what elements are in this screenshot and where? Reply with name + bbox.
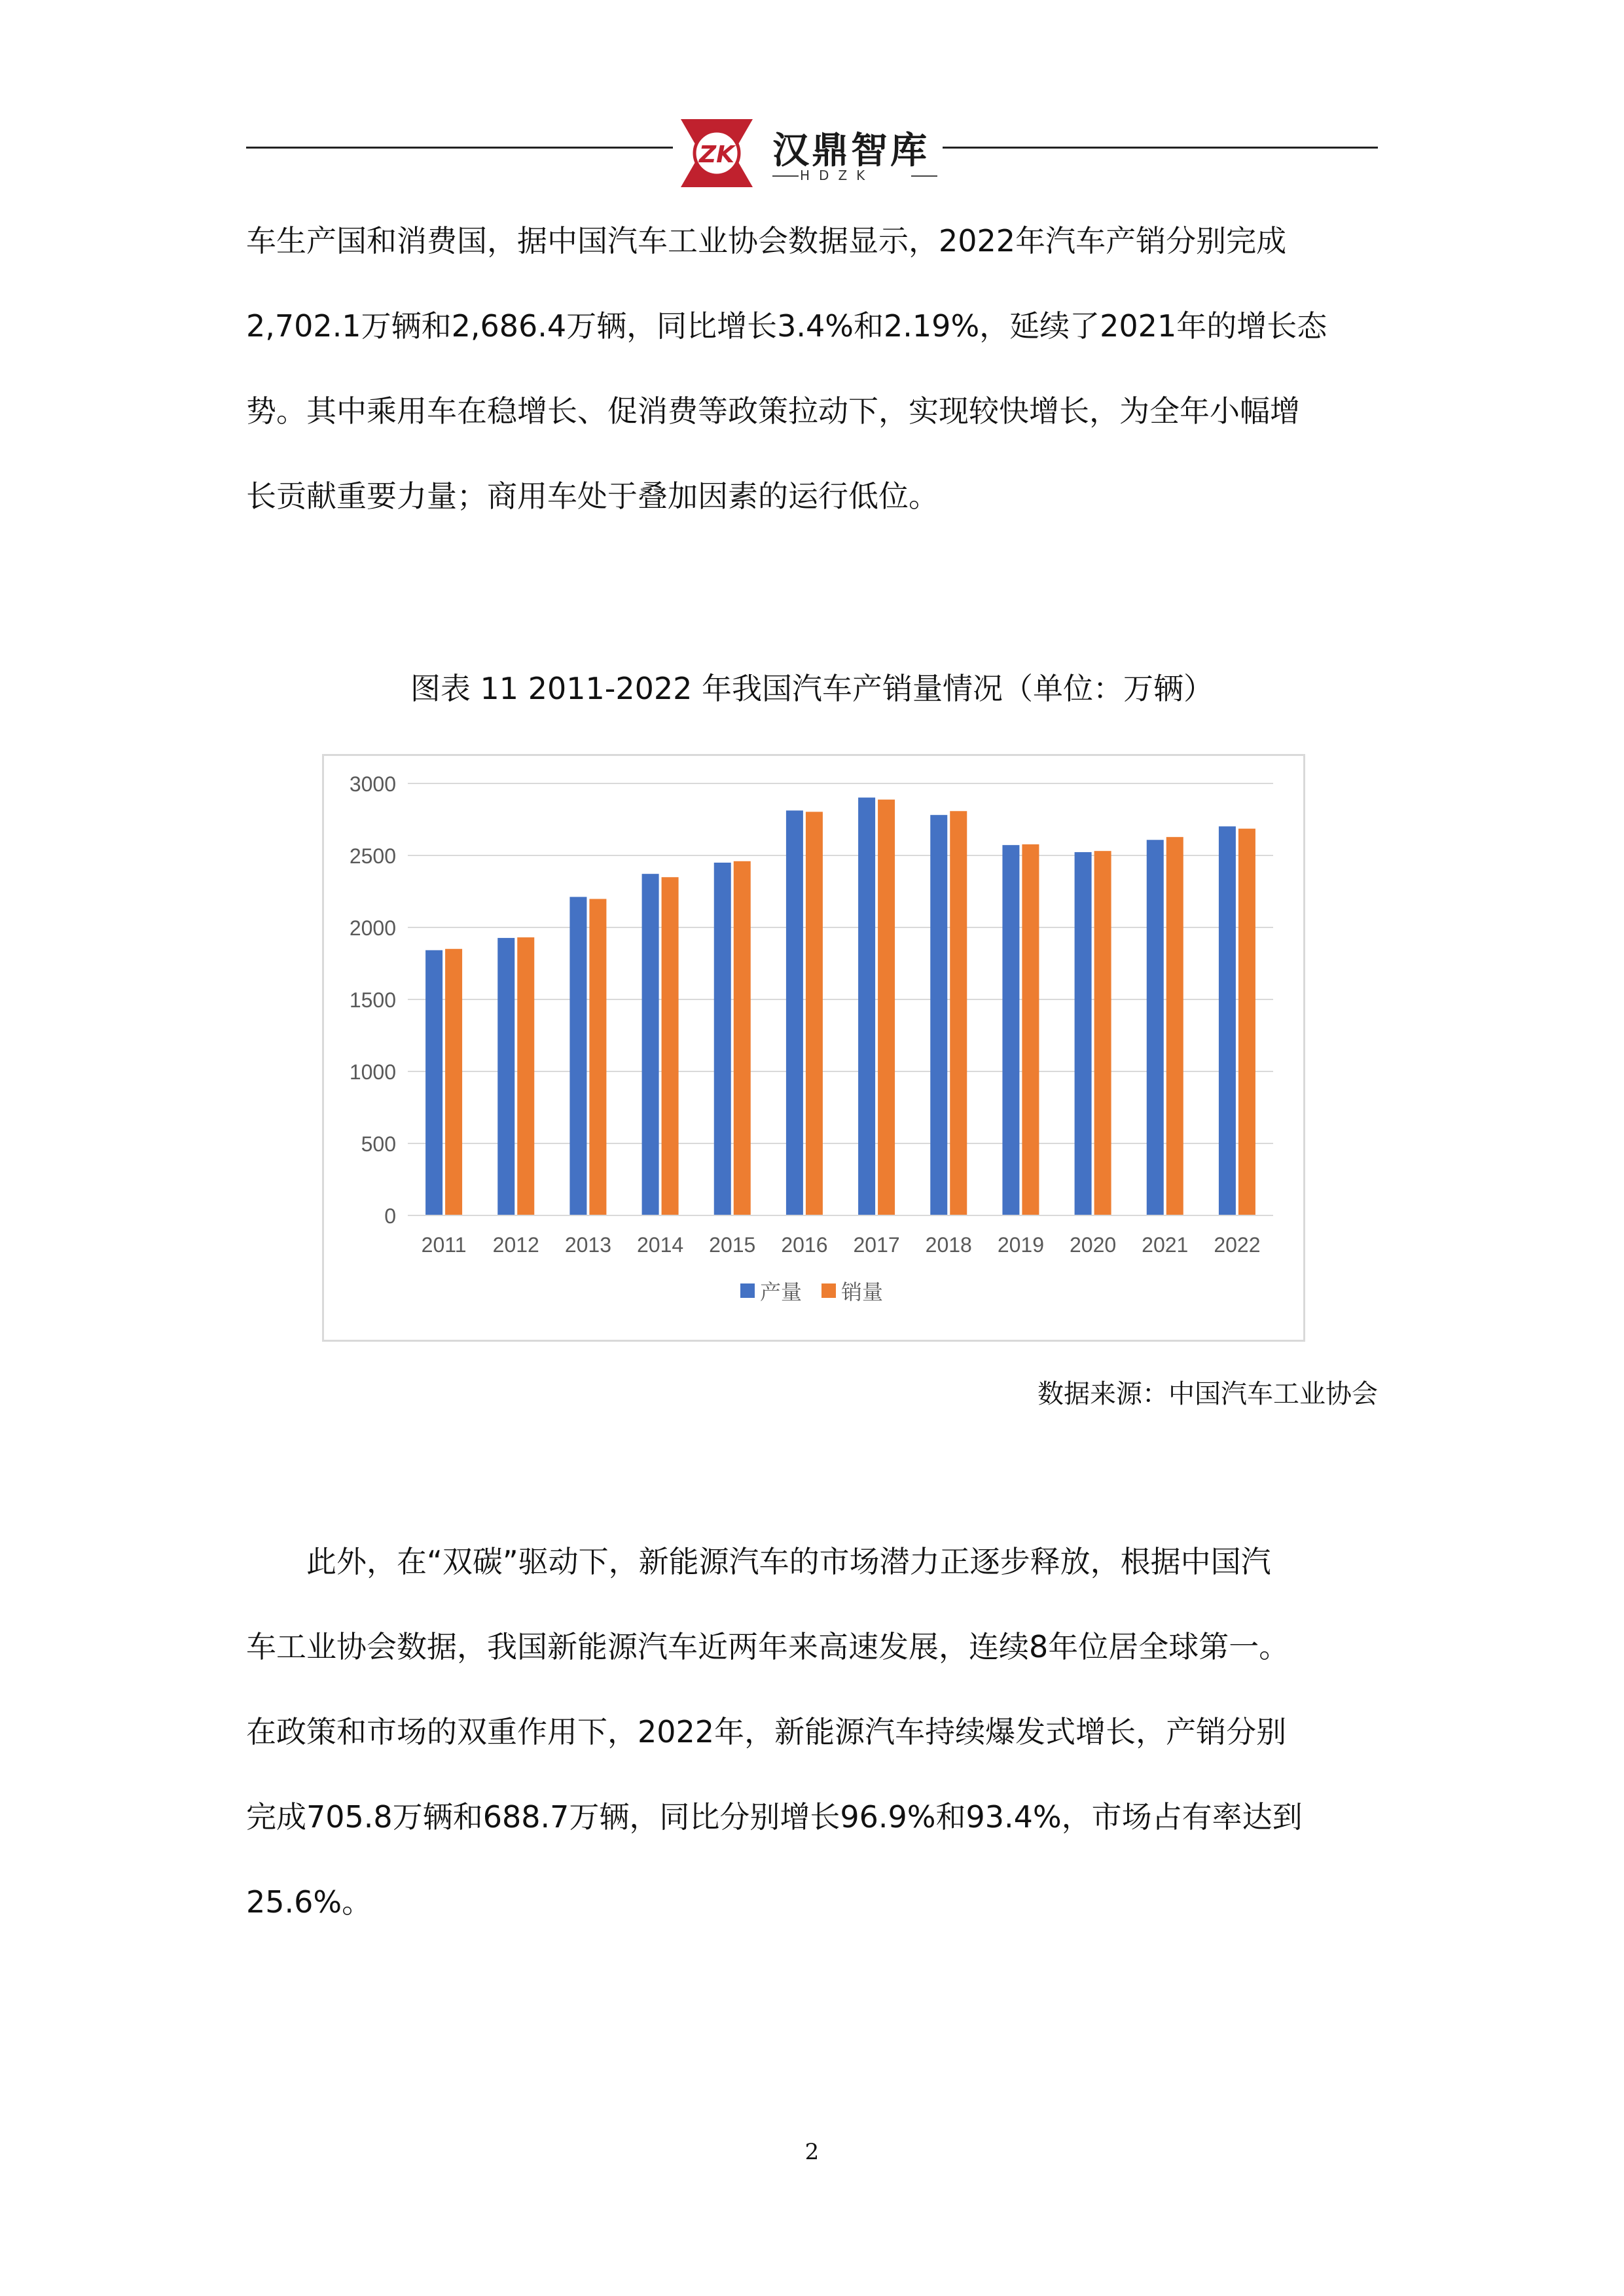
bar-sales	[734, 861, 751, 1215]
paragraph2-line: 车工业协会数据，我国新能源汽车近两年来高速发展，连续8年位居全球第一。	[246, 1629, 1290, 1664]
paragraph2-line: 在政策和市场的双重作用下，2022年，新能源汽车持续爆发式增长，产销分别	[246, 1714, 1287, 1749]
legend-label: 销量	[841, 1280, 884, 1304]
bar-production	[1075, 852, 1092, 1215]
brand-subtitle: HDZK	[800, 168, 875, 183]
bar-production	[930, 815, 947, 1215]
bar-production	[714, 863, 731, 1215]
bar-production	[497, 938, 514, 1215]
paragraph1-line: 2,702.1万辆和2,686.4万辆，同比增长3.4%和2.19%，延续了2021年的增长态	[246, 308, 1327, 344]
bar-sales	[662, 877, 679, 1215]
x-tick-label: 2021	[1142, 1233, 1189, 1257]
chart-frame	[322, 754, 1305, 1342]
figure-title: 图表 11 2011-2022 年我国汽车产销量情况（单位：万辆）	[410, 671, 1214, 706]
y-tick-label: 500	[361, 1132, 396, 1156]
production-sales-chart	[324, 756, 1303, 1340]
bar-production	[1219, 827, 1236, 1215]
bar-sales	[806, 812, 823, 1215]
bar-sales	[878, 800, 895, 1215]
paragraph2-line: 25.6%。	[246, 1884, 372, 1920]
x-tick-label: 2018	[925, 1233, 972, 1257]
legend-label: 产量	[760, 1280, 803, 1304]
bar-sales	[589, 899, 606, 1215]
hdzk-logo-icon	[677, 117, 757, 190]
bar-sales	[1094, 851, 1111, 1215]
bar-production	[858, 798, 875, 1215]
bar-production	[425, 950, 442, 1215]
x-tick-label: 2017	[853, 1233, 900, 1257]
paragraph2-line: 完成705.8万辆和688.7万辆，同比分别增长96.9%和93.4%，市场占有率达到	[246, 1799, 1303, 1835]
brand-sub-rule-right	[911, 175, 937, 177]
x-tick-label: 2020	[1069, 1233, 1117, 1257]
bar-production	[1147, 840, 1164, 1215]
brand-sub-rule-left	[772, 175, 799, 177]
y-tick-label: 0	[384, 1204, 396, 1228]
y-tick-label: 1500	[349, 988, 396, 1012]
y-tick-label: 3000	[349, 772, 396, 796]
svg-text:ZK: ZK	[699, 141, 734, 168]
header-rule-left	[246, 147, 673, 149]
x-tick-label: 2022	[1214, 1233, 1261, 1257]
bar-sales	[445, 949, 462, 1215]
x-tick-label: 2013	[564, 1233, 612, 1257]
x-tick-label: 2015	[709, 1233, 756, 1257]
y-tick-label: 2000	[349, 916, 396, 940]
bar-production	[786, 810, 803, 1215]
page-number: 2	[804, 2139, 820, 2165]
paragraph1-line: 长贡献重要力量；商用车处于叠加因素的运行低位。	[246, 478, 939, 514]
bar-sales	[1022, 844, 1039, 1215]
legend-swatch	[740, 1283, 755, 1298]
y-tick-label: 1000	[349, 1060, 396, 1084]
legend-swatch	[821, 1283, 836, 1298]
x-tick-label: 2019	[997, 1233, 1045, 1257]
brand-title: 汉鼎智库	[772, 130, 929, 172]
x-tick-label: 2014	[636, 1233, 684, 1257]
x-tick-label: 2011	[421, 1233, 467, 1257]
bar-sales	[517, 937, 534, 1215]
x-tick-label: 2016	[781, 1233, 828, 1257]
bar-sales	[1238, 829, 1255, 1215]
y-tick-label: 2500	[349, 844, 396, 868]
figure-source: 数据来源：中国汽车工业协会	[1038, 1379, 1378, 1409]
bar-sales	[1166, 837, 1183, 1215]
bar-production	[1002, 845, 1019, 1215]
paragraph1-line: 势。其中乘用车在稳增长、促消费等政策拉动下，实现较快增长，为全年小幅增	[246, 393, 1300, 429]
bar-production	[569, 897, 586, 1215]
x-tick-label: 2012	[492, 1233, 539, 1257]
bar-production	[642, 874, 659, 1215]
bar-sales	[950, 811, 967, 1215]
paragraph1-line: 车生产国和消费国，据中国汽车工业协会数据显示，2022年汽车产销分别完成	[246, 223, 1287, 259]
header-rule-right	[943, 147, 1378, 149]
paragraph2-line: 此外，在“双碳”驱动下，新能源汽车的市场潜力正逐步释放，根据中国汽	[306, 1544, 1271, 1579]
